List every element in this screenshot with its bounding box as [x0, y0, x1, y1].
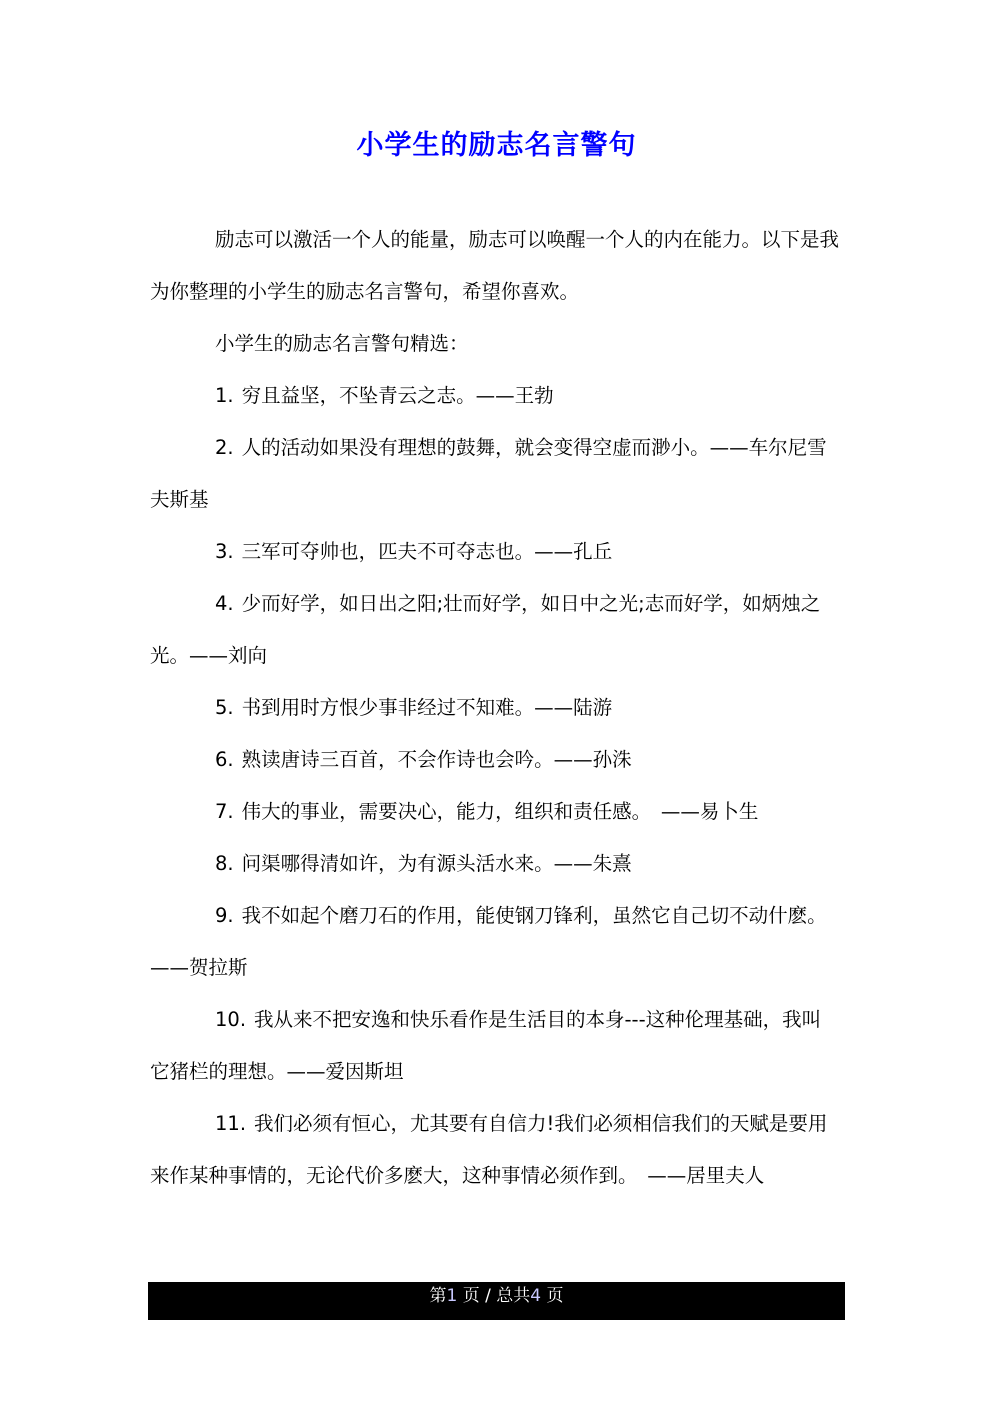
quote-item: [150, 370, 840, 422]
page-separator: 页 / 总共: [457, 1286, 531, 1306]
quote-number: 6.: [215, 748, 234, 771]
quote-item: [150, 1098, 840, 1202]
quote-text: 我不如起个磨刀石的作用，能使钢刀锋利，虽然它自己切不动什麽。——贺拉斯: [150, 904, 827, 979]
quote-text: 我们必须有恒心，尤其要有自信力!我们必须相信我们的天赋是要用来作某种事情的，无论代价多麽大，这种事情必须作到。 ——居里夫人: [150, 1112, 828, 1187]
quote-item: [150, 838, 840, 890]
quote-item: [150, 994, 840, 1098]
page-title: 小学生的励志名言警句: [356, 130, 637, 161]
quote-number: 1.: [215, 384, 234, 407]
quote-text: 熟读唐诗三百首，不会作诗也会吟。——孙洙: [241, 748, 632, 771]
quote-item: [150, 890, 840, 994]
quote-text: 我从来不把安逸和快乐看作是生活目的本身---这种伦理基础，我叫它猪栏的理想。——爱因斯坦: [150, 1008, 822, 1083]
page-suffix: 页: [541, 1286, 564, 1306]
quote-item: [150, 422, 840, 526]
current-page-number: 1: [446, 1286, 458, 1306]
quote-text: 穷且益坚，不坠青云之志。——王勃: [241, 384, 554, 407]
quote-number: 2.: [215, 436, 234, 459]
quote-number: 10.: [215, 1008, 247, 1031]
quote-item: [150, 682, 840, 734]
quote-text: 问渠哪得清如许，为有源头活水来。——朱熹: [241, 852, 632, 875]
quote-text: 书到用时方恨少事非经过不知难。——陆游: [241, 696, 613, 719]
quote-text: 三军可夺帅也，匹夫不可夺志也。——孔丘: [241, 540, 613, 563]
quote-number: 3.: [215, 540, 234, 563]
page-footer-bar: [148, 1282, 845, 1320]
section-heading: 小学生的励志名言警句精选：: [215, 332, 469, 355]
quote-item: [150, 734, 840, 786]
quote-number: 4.: [215, 592, 234, 615]
quote-number: 7.: [215, 800, 234, 823]
quote-text: 少而好学，如日出之阳;壮而好学，如日中之光;志而好学，如炳烛之光。——刘向: [150, 592, 821, 667]
quote-text: 伟大的事业，需要决心，能力，组织和责任感。 ——易卜生: [241, 800, 759, 823]
quote-number: 8.: [215, 852, 234, 875]
quote-text: 人的活动如果没有理想的鼓舞，就会变得空虚而渺小。——车尔尼雪夫斯基: [150, 436, 827, 511]
document-body: [150, 214, 840, 1202]
intro-paragraph: 励志可以激活一个人的能量，励志可以唤醒一个人的内在能力。以下是我为你整理的小学生的励志名言警句，希望你喜欢。: [150, 228, 840, 303]
page-prefix: 第: [429, 1286, 447, 1306]
quote-item: [150, 578, 840, 682]
quote-number: 11.: [215, 1112, 247, 1135]
total-pages-number: 4: [530, 1286, 542, 1306]
quote-item: [150, 526, 840, 578]
quote-item: [150, 786, 840, 838]
page-indicator: [148, 1285, 845, 1307]
quote-number: 5.: [215, 696, 234, 719]
quote-number: 9.: [215, 904, 234, 927]
